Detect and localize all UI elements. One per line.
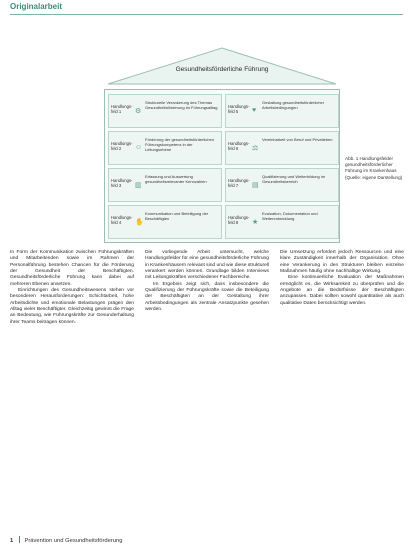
heart-icon: ♥ bbox=[252, 107, 257, 114]
text-column-1 bbox=[10, 250, 134, 326]
balance-icon: ⚖ bbox=[252, 145, 259, 152]
pillar-desc: Erfassung und Auswertung gesundheitsrelevanter Kennzahlen bbox=[145, 174, 207, 184]
roof bbox=[104, 44, 340, 88]
header-rule bbox=[10, 14, 403, 15]
pillar bbox=[108, 205, 222, 239]
pillars-right bbox=[225, 94, 339, 242]
pillar bbox=[225, 168, 339, 202]
figure bbox=[44, 44, 399, 234]
figure-caption: Abb. 1 Handlungsfelder gesundheitsförderlicher Führung im Krankenhaus (Quelle: eigene Darstellung) bbox=[345, 156, 403, 180]
pillar-label: Handlungs- feld 3 bbox=[111, 178, 133, 188]
footer-divider bbox=[19, 536, 20, 543]
page-footer bbox=[10, 536, 122, 544]
pillar bbox=[225, 205, 339, 239]
paragraph: Eine kontinuierliche Evaluation der Maßnahmen ermöglicht es, die Wirksamkeit zu überprüfen und die Angebote an die Bedürfnisse der Beschäftigten anzupassen. Dabei sollten sowohl quantitative als auch qualitative Daten berücksichtigt werden. bbox=[280, 275, 404, 306]
journal-name: Prävention und Gesundheitsförderung bbox=[24, 538, 123, 544]
pillar bbox=[225, 131, 339, 165]
pillar-label: Handlungs- feld 6 bbox=[228, 141, 250, 151]
page-number: 1 bbox=[10, 538, 14, 544]
paragraph: Im Ergebnis zeigt sich, dass insbesondere die Qualifizierung der Führungskräfte sowie die Beteiligung der Beschäftigten an der Gestaltung ihrer Arbeitsbedingungen als zentrale Ansatzpunkte gesehen werden. bbox=[145, 281, 269, 313]
book-icon: ▤ bbox=[252, 182, 259, 189]
paragraph: Einrichtungen des Gesundheitswesens stehen vor besonderen Herausforderungen: Schichtarbeit, hohe Arbeitsdichte und emotionale Belastungen prägen den Alltag vieler Beschäftigter. Gleichzeitig gewinnt die Frage an Bedeutung, wie Führungskräfte zur Gesunderhaltung ihrer Teams beitragen können. bbox=[10, 288, 134, 325]
gear-icon: ⚙ bbox=[135, 108, 142, 115]
chart-icon: ▥ bbox=[135, 182, 142, 189]
pillar-label: Handlungs- feld 4 bbox=[111, 215, 133, 225]
pillars-left bbox=[108, 94, 222, 242]
page-title: Originalarbeit bbox=[10, 2, 63, 11]
pillar-desc: Gestaltung gesundheitsförderlicher Arbeitsbedingungen bbox=[262, 100, 325, 110]
building bbox=[104, 89, 340, 243]
handshake-icon: ✋ bbox=[135, 219, 144, 226]
pillar-desc: Evaluation, Dokumentation und Weiterentwicklung bbox=[262, 211, 318, 221]
pillar-label: Handlungs- feld 1 bbox=[111, 104, 133, 114]
star-icon: ★ bbox=[252, 219, 259, 226]
paragraph: Die Umsetzung erfordert jedoch Ressourcen und eine klare Zuständigkeit innerhalb der Organisation. Ohne eine Verankerung in den Strukturen bleiben einzelne Maßnahmen häufig ohne nachhaltige Wirkung. bbox=[280, 250, 404, 275]
pillar-desc: Vereinbarkeit von Beruf und Privatleben bbox=[262, 137, 333, 142]
roof-label: Gesundheitsförderliche Führung bbox=[175, 66, 269, 73]
pillar-label: Handlungs- feld 5 bbox=[228, 104, 250, 114]
pillar-label: Handlungs- feld 7 bbox=[228, 178, 250, 188]
pillar bbox=[108, 94, 222, 128]
pillar-label: Handlungs- feld 2 bbox=[111, 141, 133, 151]
pillar bbox=[108, 168, 222, 202]
pillar bbox=[108, 131, 222, 165]
paragraph: Die vorliegende Arbeit untersucht, welche Handlungsfelder für eine gesundheitsförderliche Führung in Krankenhäusern relevant sind und wie diese strukturell verankert werden können. Grundlage bilden Interviews mit Leitungskräften verschiedener Fachbereiche. bbox=[145, 250, 269, 281]
pillar-desc: Förderung der gesundheitsförderlichen Führungskompetenz in der Leitungsebene bbox=[145, 137, 214, 152]
pillar-desc: Qualifizierung und Weiterbildung im Gesundheitsbereich bbox=[262, 174, 326, 184]
people-icon: ☺ bbox=[135, 144, 143, 151]
pillar-desc: Kommunikation und Beteiligung der Beschäftigten bbox=[145, 211, 209, 221]
paragraph: In Form der Kommunikation zwischen Führungskräften und Mitarbeitenden sowie im Rahmen der Personalführung bestehen Chancen für die Förderung der Gesundheit der Beschäftigten. Gesundheitsförderliche Führung kann dabei auf mehreren Ebenen ansetzen. bbox=[10, 250, 134, 287]
pillar-desc: Strukturelle Verankerung des Themas Gesundheitsförderung im Führungsalltag bbox=[145, 100, 218, 110]
text-column-2 bbox=[145, 250, 269, 313]
pillar bbox=[225, 94, 339, 128]
pillar-label: Handlungs- feld 8 bbox=[228, 215, 250, 225]
text-column-3 bbox=[280, 250, 404, 307]
